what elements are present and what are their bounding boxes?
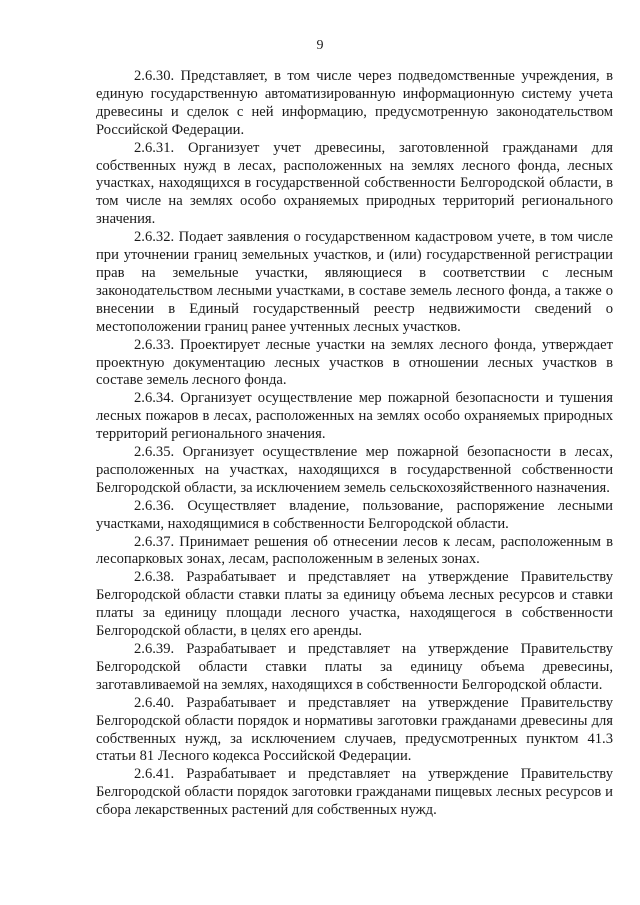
paragraph-2-6-35: 2.6.35. Организует осуществление мер пожарной безопасности в лесах, расположенных на участках, находящихся в государственной собственности Белгородской области, за исключением земель сельскохозяйственного назначения. <box>96 444 613 496</box>
paragraph-2-6-31: 2.6.31. Организует учет древесины, заготовленной гражданами для собственных нужд в лесах, расположенных на землях лесного фонда, лесных участках, находящихся в государственной собственности Белгородской области, в том числе на землях особо охраняемых природных территорий регионального значения. <box>96 139 613 228</box>
paragraph-2-6-39: 2.6.39. Разрабатывает и представляет на утверждение Правительству Белгородской области ставки платы за единицу объема древесины, заготавливаемой на землях, находящихся в собственности Белгородской области. <box>96 641 613 693</box>
page-number: 9 <box>316 38 324 53</box>
paragraph-2-6-32: 2.6.32. Подает заявления о государственном кадастровом учете, в том числе при уточнении границ земельных участков, и (или) государственной регистрации прав на земельные участки, являющиеся в соответствии с лесным законодательством лесными участками, в составе земель лесного фонда, а также о внесении в Единый государственный реестр недвижимости сведений о местоположении границ ранее учтенных лесных участков. <box>96 229 613 335</box>
paragraph-2-6-30: 2.6.30. Представляет, в том числе через подведомственные учреждения, в единую государственную автоматизированную информационную систему учета древесины и сделок с ней информацию, предусмотренную законодательством Российской Федерации. <box>96 68 613 138</box>
document-body <box>96 68 613 820</box>
paragraph-2-6-40: 2.6.40. Разрабатывает и представляет на утверждение Правительству Белгородской области порядок и нормативы заготовки гражданами древесины для собственных нужд, за исключением случаев, предусмотренных пунктом 41.3 статьи 81 Лесного кодекса Российской Федерации. <box>96 694 613 765</box>
paragraph-2-6-38: 2.6.38. Разрабатывает и представляет на утверждение Правительству Белгородской области ставки платы за единицу объема лесных ресурсов и ставки платы за единицу площади лесного участка, находящегося в собственности Белгородской области, в целях его аренды. <box>96 569 613 640</box>
paragraph-2-6-36: 2.6.36. Осуществляет владение, пользование, распоряжение лесными участками, находящимися в собственности Белгородской области. <box>96 497 613 532</box>
paragraph-2-6-33: 2.6.33. Проектирует лесные участки на землях лесного фонда, утверждает проектную документацию лесных участков в отношении лесных участков в составе земель лесного фонда. <box>96 336 613 389</box>
paragraph-2-6-37: 2.6.37. Принимает решения об отнесении лесов к лесам, расположенным в лесопарковых зонах, лесам, расположенным в зеленых зонах. <box>96 533 613 568</box>
paragraph-2-6-41: 2.6.41. Разрабатывает и представляет на утверждение Правительству Белгородской области порядок заготовки гражданами пищевых лесных ресурсов и сбора лекарственных растений для собственных нужд. <box>96 766 613 819</box>
paragraph-2-6-34: 2.6.34. Организует осуществление мер пожарной безопасности и тушения лесных пожаров в лесах, расположенных на землях особо охраняемых природных территорий регионального значения. <box>96 390 613 443</box>
